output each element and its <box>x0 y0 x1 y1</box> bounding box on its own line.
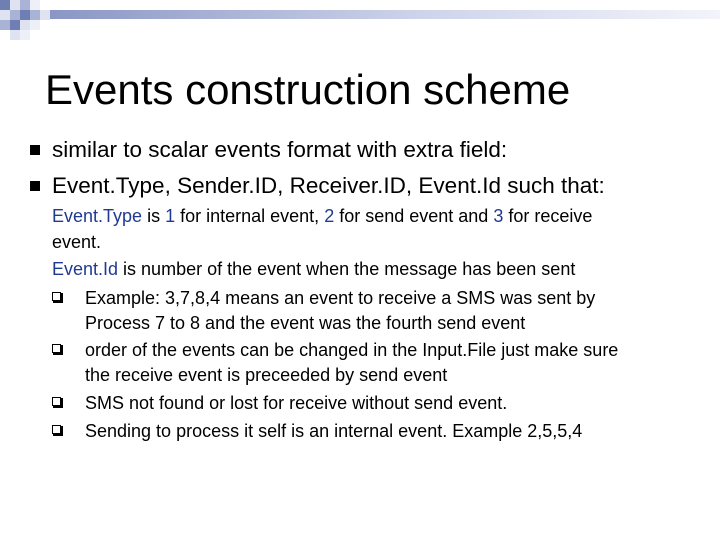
event-type-line <box>52 203 592 229</box>
slide-title: Events construction scheme <box>45 66 571 113</box>
bullet-text: similar to scalar events format with extra field: <box>52 137 508 162</box>
checkbox-bullet-icon <box>52 425 61 434</box>
event-id-term: Event.Id <box>52 259 119 279</box>
para-text: for internal event, <box>175 206 325 226</box>
sub-bullet-line: Process 7 to 8 and the event was the fourth send event <box>85 313 526 333</box>
checkbox-bullet-icon <box>52 397 61 406</box>
sub-bullet-line: order of the events can be changed in the Input.File just make sure <box>85 340 619 360</box>
sub-bullet-line: Example: 3,7,8,4 means an event to receive a SMS was sent by <box>85 288 596 308</box>
type-value-receive: 3 <box>493 206 504 226</box>
square-bullet-icon <box>30 145 40 155</box>
type-value-send: 2 <box>324 206 335 226</box>
type-value-internal: 1 <box>165 206 176 226</box>
event-type-term: Event.Type <box>52 206 143 226</box>
para-text: is number of the event when the message has been sent <box>118 259 576 279</box>
event-id-line <box>52 256 575 282</box>
para-text: for receive <box>503 206 593 226</box>
sub-bullet-line: the receive event is preceeded by send event <box>85 365 448 385</box>
para-text: for send event and <box>334 206 494 226</box>
event-type-line-cont: event. <box>52 232 102 252</box>
para-text: is <box>142 206 166 226</box>
sub-bullet-line: SMS not found or lost for receive without send event. <box>85 393 508 413</box>
bullet-text: Event.Type, Sender.ID, Receiver.ID, Event.Id such that: <box>52 173 605 198</box>
sub-bullet-line: Sending to process it self is an internal event. Example 2,5,5,4 <box>85 421 583 441</box>
checkbox-bullet-icon <box>52 344 61 353</box>
checkbox-bullet-icon <box>52 292 61 301</box>
square-bullet-icon <box>30 181 40 191</box>
header-decoration <box>0 0 720 45</box>
